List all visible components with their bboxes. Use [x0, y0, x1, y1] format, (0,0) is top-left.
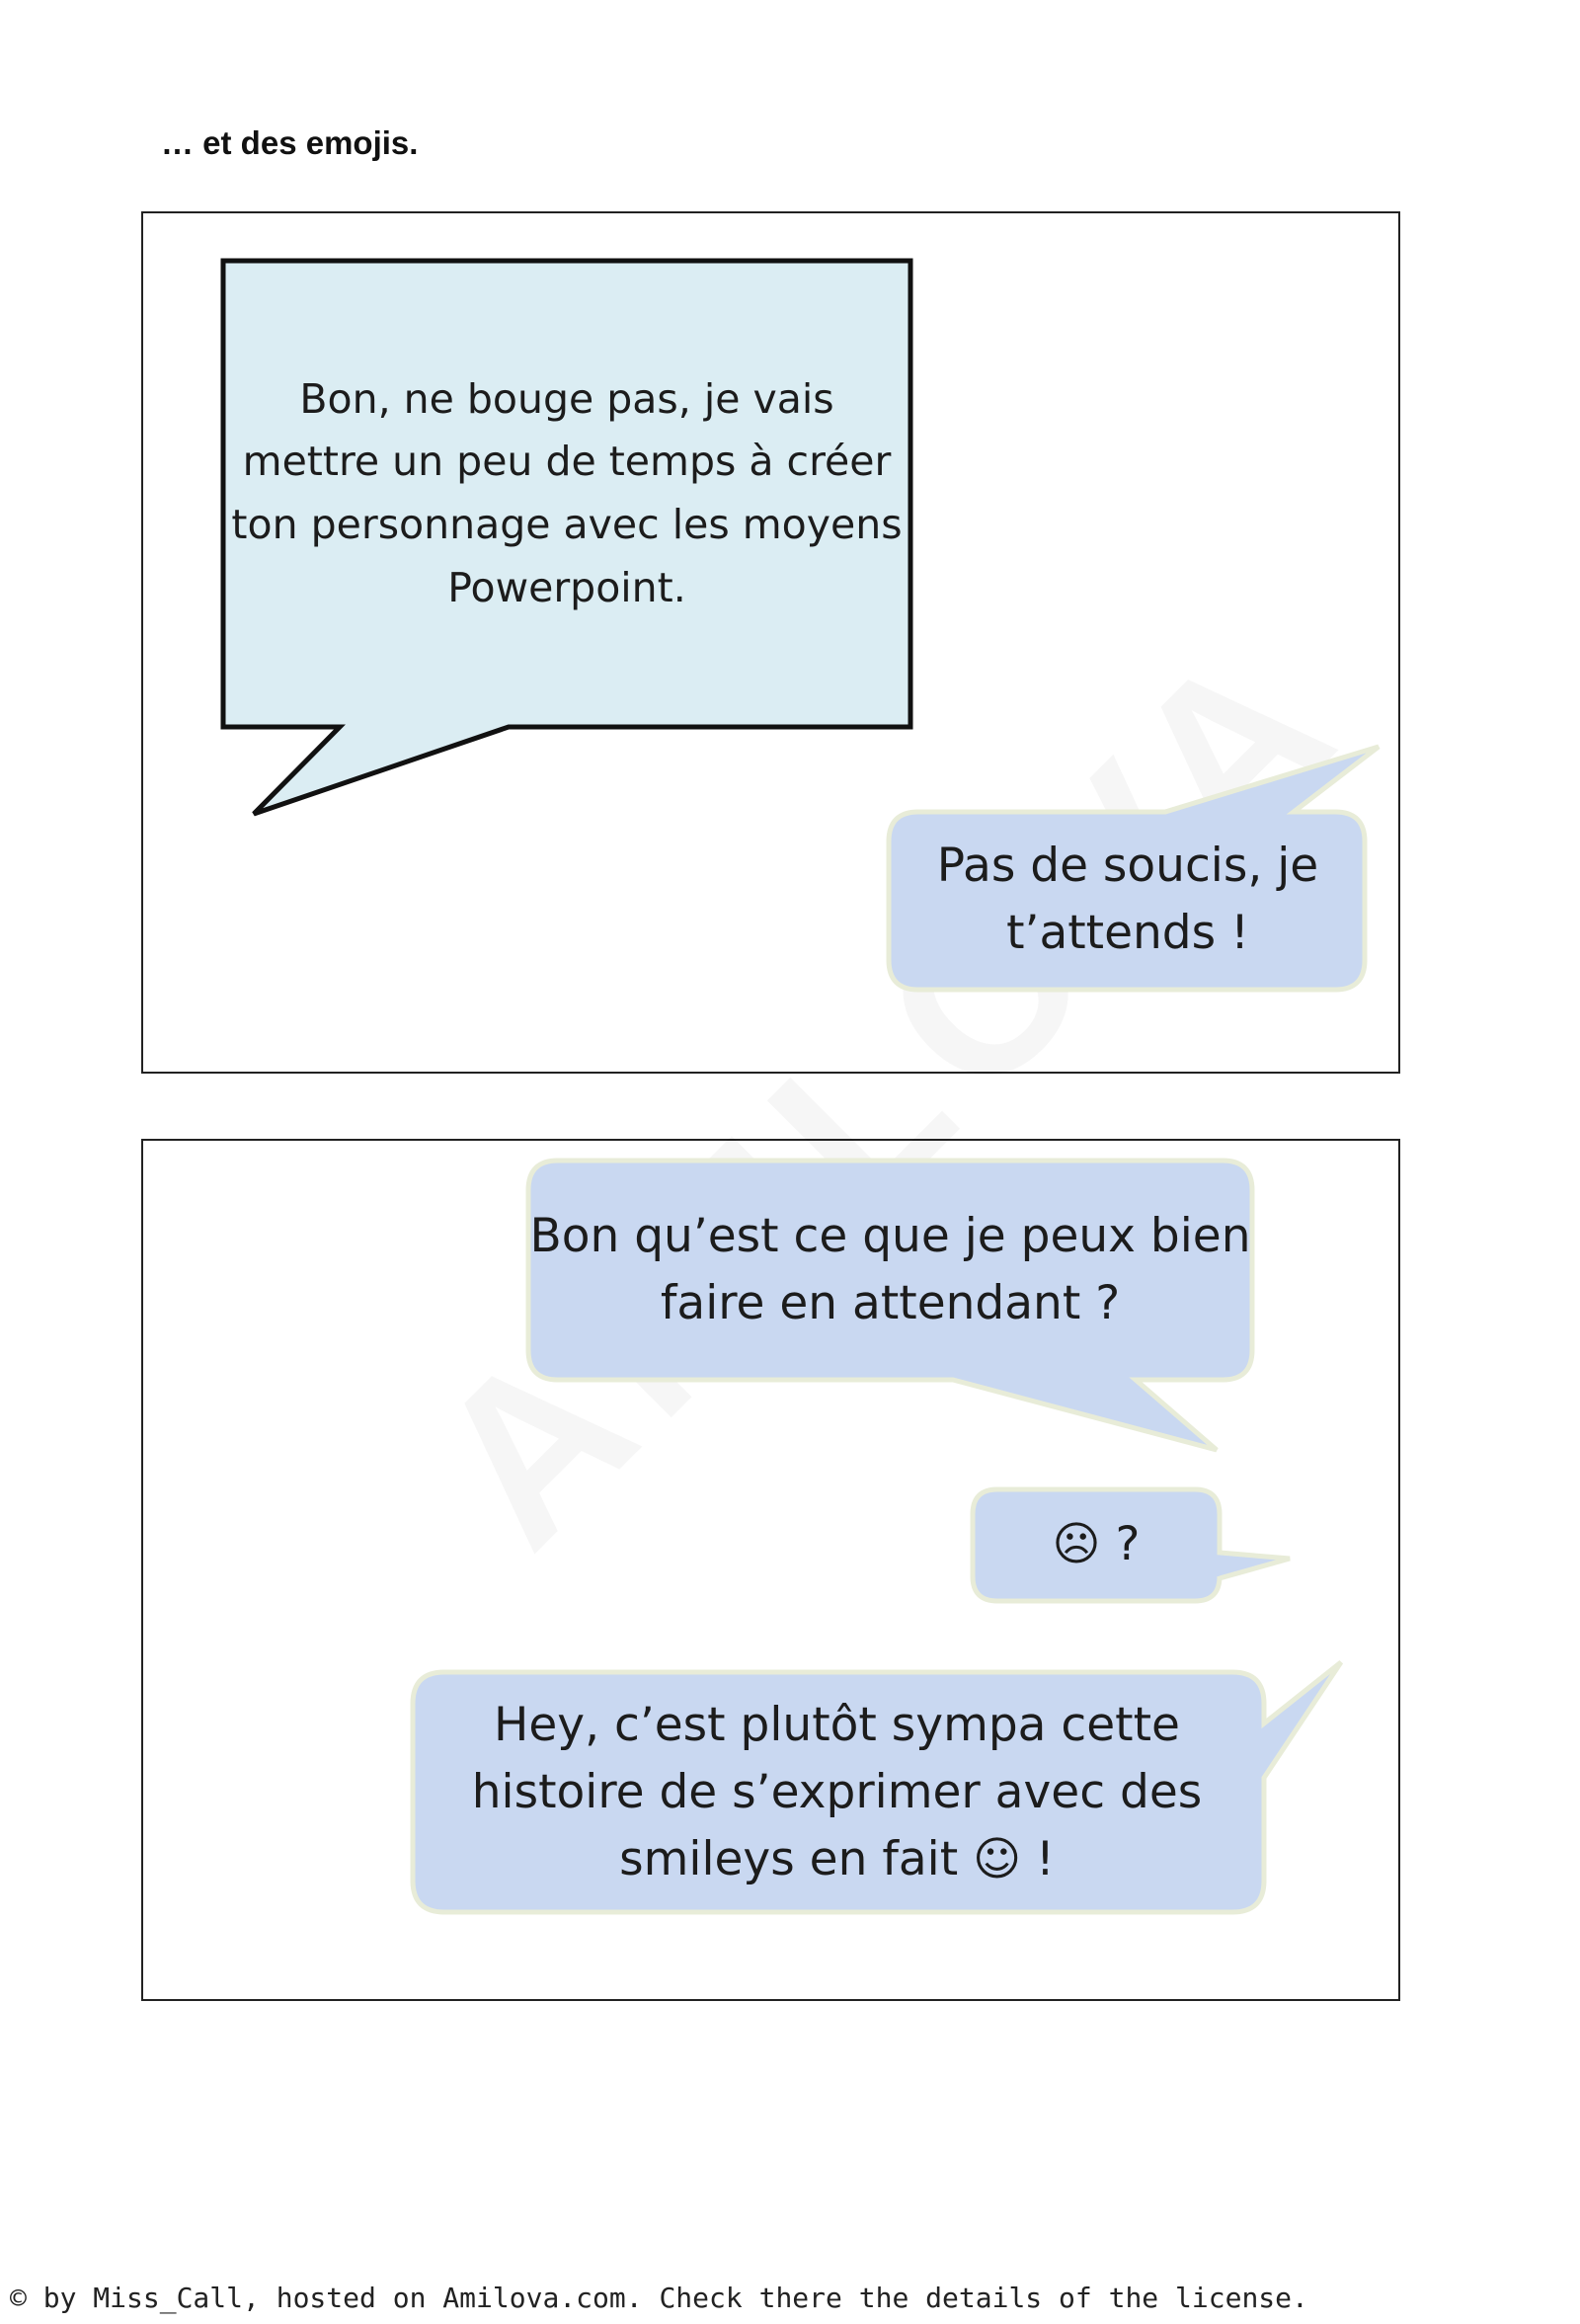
reply-bubble-text: Pas de soucis, je t’attends ! — [936, 838, 1319, 960]
bubble-2-text: ☹ ? — [1052, 1516, 1141, 1571]
narrator-bubble-text: Bon, ne bouge pas, je vais mettre un peu de temps à créer ton personnage avec les moyens Powerpoint. — [231, 374, 903, 611]
bubble-1-text: Bon qu’est ce que je peux bien faire en attendant ? — [529, 1208, 1251, 1330]
intro-caption: … et des emojis. — [161, 124, 419, 161]
copyright-notice: © by Miss_Call, hosted on Amilova.com. Check there the details of the license. — [10, 2282, 1308, 2314]
bubble-3-text: Hey, c’est plutôt sympa cette histoire de s’exprimer avec des smileys en fait ☺ ! — [471, 1697, 1203, 1887]
